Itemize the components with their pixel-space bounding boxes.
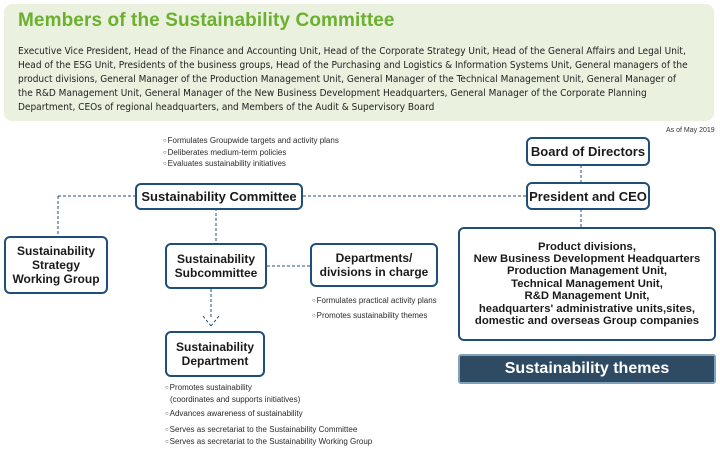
- sustainability-subcommittee-label: Sustainability Subcommittee: [174, 252, 258, 280]
- members-line: Executive Vice President, Head of the Finance and Accounting Unit, Head of the Corporate Strategy Unit, Head of the General Affairs and Legal Unit,: [18, 46, 686, 57]
- sustainability-department-label: Sustainability Department: [175, 340, 255, 368]
- sustainability-committee-box: [135, 183, 303, 210]
- departments-in-charge-label: Departments/ divisions in charge: [319, 251, 429, 279]
- departments-in-charge-box: [310, 243, 438, 287]
- board-of-directors-box: [526, 137, 650, 166]
- as-of-date: As of May 2019: [666, 127, 715, 134]
- president-ceo-label: President and CEO: [529, 188, 647, 204]
- sustainability-committee-label: Sustainability Committee: [141, 189, 297, 204]
- departments-notes: [312, 294, 437, 324]
- committee-note: ○ Evaluates sustainability initiatives: [163, 159, 339, 171]
- department-note-sub: (coordinates and supports initiatives): [170, 394, 301, 404]
- committee-note: ○ Deliberates medium-term policies: [163, 148, 339, 160]
- sustainability-department-box: [165, 331, 265, 377]
- sustainability-subcommittee-box: [165, 243, 267, 289]
- board-of-directors-label: Board of Directors: [530, 144, 646, 159]
- departments-note: ○ Formulates practical activity plans: [312, 294, 437, 309]
- members-title: Members of the Sustainability Committee: [18, 10, 395, 31]
- organization-units-label: Product divisions, New Business Development Headquarters Production Management Unit, Technical Management Unit, R&D Management Unit, headquarters' administrative units,sites, domestic and overseas Group companies: [473, 240, 701, 328]
- members-line: the R&D Management Unit, General Manager of the New Business Development Headquarters, General Manager of the Corporate Planning: [18, 88, 647, 99]
- members-line: Head of the ESG Unit, Presidents of the business groups, Head of the Purchasing and Logistics & Information Systems Unit, General managers of the: [18, 60, 688, 71]
- sustainability-themes-banner: [458, 354, 716, 384]
- members-line: Department, CEOs of regional headquarters, and Members of the Audit & Supervisory Board: [18, 102, 435, 113]
- committee-notes: [163, 136, 339, 171]
- strategy-working-group-label: Sustainability Strategy Working Group: [12, 244, 100, 286]
- departments-note: ○ Promotes sustainability themes: [312, 309, 437, 324]
- arrow-head-right: [211, 316, 219, 326]
- arrow-head-left: [203, 316, 211, 326]
- members-line: product divisions, General Manager of the Production Management Unit, General Manager of the Technical Management Unit, General Manager of: [18, 74, 677, 85]
- president-ceo-box: [526, 182, 650, 210]
- department-notes: [165, 383, 372, 449]
- organization-units-box: [458, 227, 716, 341]
- committee-note: ○ Formulates Groupwide targets and activity plans: [163, 136, 339, 148]
- department-note: ○ Advances awareness of sustainability: [165, 409, 372, 421]
- department-note: ○ Promotes sustainability: [165, 383, 372, 395]
- department-note: ○ Serves as secretariat to the Sustainability Committee: [165, 425, 372, 437]
- sustainability-themes-label: Sustainability themes: [504, 360, 670, 377]
- strategy-working-group-box: [4, 236, 108, 294]
- department-note: ○ Serves as secretariat to the Sustainability Working Group: [165, 437, 372, 449]
